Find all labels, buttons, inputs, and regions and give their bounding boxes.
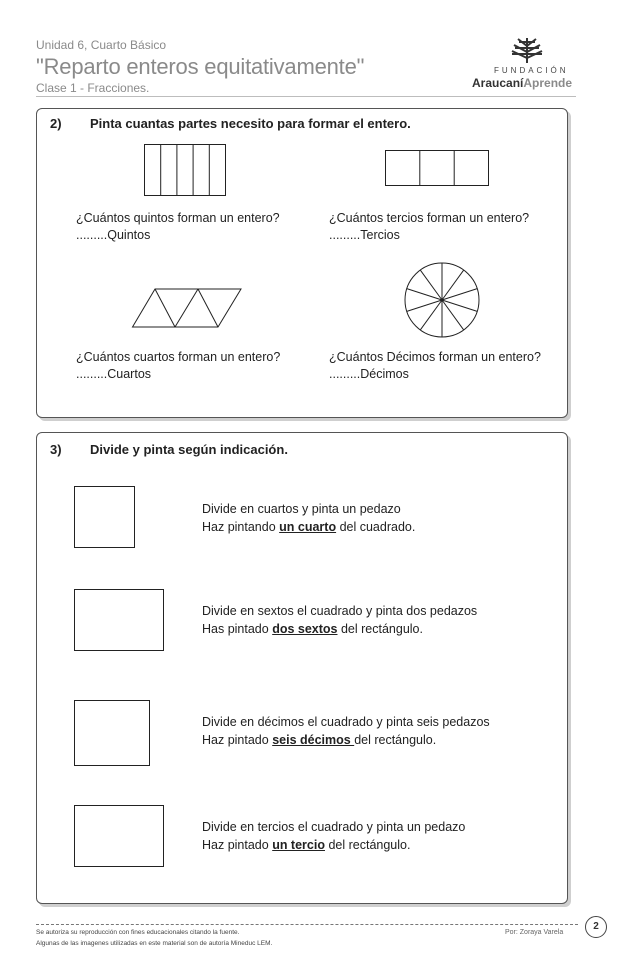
task-4-emph: un tercio	[272, 838, 325, 852]
task-2-line1: Divide en sextos el cuadrado y pinta dos pedazos	[202, 604, 478, 618]
task-4-post: del rectángulo.	[324, 838, 411, 852]
task-4-pre: Haz pintado	[202, 838, 273, 852]
task-rectangle-2[interactable]	[74, 589, 164, 651]
task-4-instruction	[202, 818, 465, 854]
task-rectangle-3[interactable]	[74, 700, 150, 766]
answer-fifths: .........Quintos	[76, 228, 151, 242]
task-3-post: del rectángulo.	[354, 733, 437, 747]
task-3-instruction	[202, 713, 490, 749]
logo-name	[472, 76, 572, 90]
task-1-emph: un cuarto	[279, 520, 337, 534]
header-divider	[36, 96, 576, 97]
task-3-emph: seis décimos	[272, 733, 355, 747]
task-1-line1: Divide en cuartos y pinta un pedazo	[202, 502, 401, 516]
answer-tenths: .........Décimos	[329, 367, 409, 381]
task-1-line2	[202, 518, 415, 536]
fourths-figure	[132, 288, 242, 328]
task-rectangle-4[interactable]	[74, 805, 164, 867]
section-2-number: 2)	[50, 116, 62, 131]
section-3-title: Divide y pinta según indicación.	[90, 442, 288, 457]
question-fifths: ¿Cuántos quintos forman un entero?	[76, 211, 280, 225]
task-3-line1: Divide en décimos el cuadrado y pinta seis pedazos	[202, 715, 490, 729]
answer-fourths: .........Cuartos	[76, 367, 152, 381]
tenths-figure	[404, 262, 480, 338]
task-2-line2	[202, 620, 477, 638]
task-2-pre: Has pintado	[202, 622, 273, 636]
question-thirds: ¿Cuántos tercios forman un entero?	[329, 211, 530, 225]
page-number: 2	[585, 916, 607, 938]
task-4-line2	[202, 836, 465, 854]
footer-note-1: Se autoriza su reproducción con fines educacionales citando la fuente.	[36, 929, 240, 936]
logo-name-b: Aprende	[523, 76, 573, 90]
task-1-instruction	[202, 500, 415, 536]
thirds-figure	[385, 150, 489, 186]
footer-note-2: Algunas de las imagenes utilizadas en este material son de autoría Mineduc LEM.	[36, 940, 273, 947]
logo-foundation-label: FUNDACIÓN	[494, 66, 569, 75]
task-2-post: del rectángulo.	[337, 622, 423, 636]
class-label: Clase 1 - Fracciones.	[36, 81, 150, 95]
task-2-instruction	[202, 602, 477, 638]
logo-name-a: Araucaní	[472, 76, 524, 90]
section-2-title: Pinta cuantas partes necesito para formar el entero.	[90, 116, 411, 131]
task-2-emph: dos sextos	[272, 622, 338, 636]
section-3-number: 3)	[50, 442, 62, 457]
task-3-line2	[202, 731, 490, 749]
tree-logo-icon	[510, 36, 544, 64]
task-4-line1: Divide en tercios el cuadrado y pinta un pedazo	[202, 820, 466, 834]
answer-thirds: .........Tercios	[329, 228, 400, 242]
fifths-figure	[144, 144, 226, 196]
question-fourths: ¿Cuántos cuartos forman un entero?	[76, 350, 281, 364]
task-1-post: del cuadrado.	[336, 520, 416, 534]
task-square-1[interactable]	[74, 486, 135, 548]
question-tenths: ¿Cuántos Décimos forman un entero?	[329, 350, 541, 364]
page-title: "Reparto enteros equitativamente"	[36, 54, 365, 79]
footer-author: Por: Zoraya Varela	[505, 929, 564, 936]
footer-divider	[36, 924, 578, 925]
task-3-pre: Haz pintado	[202, 733, 273, 747]
unit-label: Unidad 6, Cuarto Básico	[36, 38, 167, 52]
task-1-pre: Haz pintando	[202, 520, 280, 534]
